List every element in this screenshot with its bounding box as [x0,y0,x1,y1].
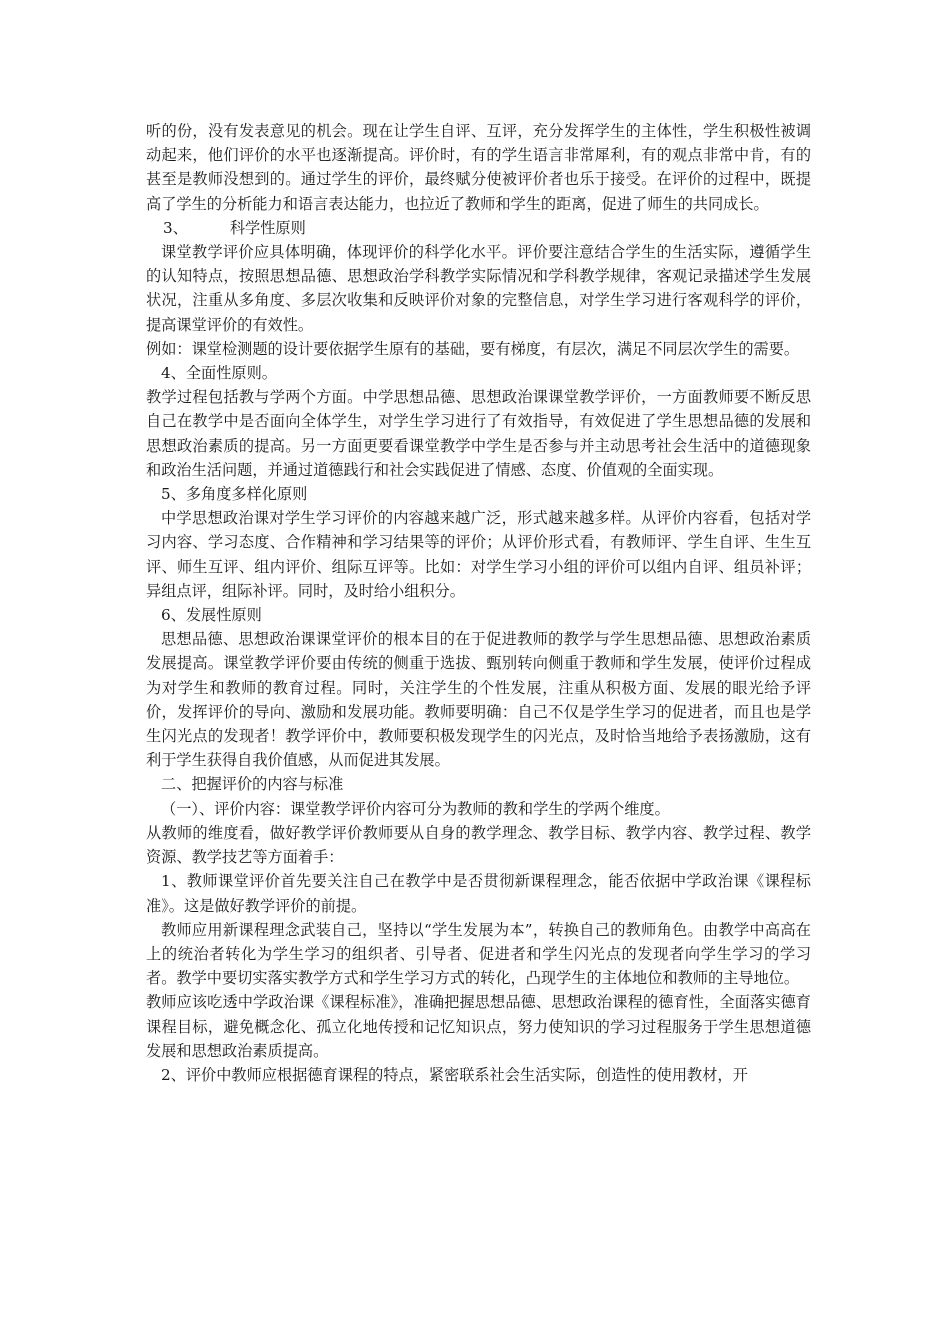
paragraph: 中学思想政治课对学生学习评价的内容越来越广泛，形式越来越多样。从评价内容看，包括对学习内容、学习态度、合作精神和学习结果等的评价；从评价形式看，有教师评、学生自评、生生互评、师生互评、组内评价、组际互评等。比如：对学生学习小组的评价可以组内自评、组员补评；异组点评，组际补评。同时，及时给小组积分。 [146,509,811,600]
paragraph: 教师应用新课程理念武装自己，坚持以“学生发展为本”，转换自己的教师角色。由教学中高高在上的统治者转化为学生学习的组织者、引导者、促进者和学生闪光点的发现者向学生学习的学习者。教学中要切实落实教学方式和学生学习方式的转化，凸现学生的主体地位和教师的主导地位。 [146,920,811,988]
section-number: 3、 [163,218,188,237]
paragraph: 思想品德、思想政治课课堂评价的根本目的在于促进教师的教学与学生思想品德、思想政治素质发展提高。课堂教学评价要由传统的侧重于选拔、甄别转向侧重于教师和学生发展，使评价过程成为对学生和教师的教育过程。同时，关注学生的个性发展，注重从积极方面、发展的眼光给予评价，发挥评价的导向、激励和发展功能。教师要明确：自己不仅是学生学习的促进者，而且也是学生闪光点的发现者！教学评价中，教师要积极发现学生的闪光点，及时恰当地给予表扬激励，这有利于学生获得自我价值感，从而促进其发展。 [146,630,811,770]
paragraph: 从教师的维度看，做好教学评价教师要从自身的教学理念、教学目标、教学内容、教学过程、教学资源、教学技艺等方面着手： [146,823,811,867]
section-heading: 6、发展性原则 [161,606,262,625]
paragraph: 2、评价中教师应根据德育课程的特点，紧密联系社会生活实际，创造性的使用教材，开 [161,1065,748,1084]
section-heading: 二、把握评价的内容与标准 [161,775,344,794]
paragraph: 课堂教学评价应具体明确，体现评价的科学化水平。评价要注意结合学生的生活实际，遵循学生的认知特点，按照思想品德、思想政治学科教学实际情况和学科教学规律，客观记录描述学生发展状况，注重从多角度、多层次收集和反映评价对象的完整信息，对学生学习进行客观科学的评价，提高课堂评价的有效性。 [146,243,811,334]
paragraph: 1、教师课堂评价首先要关注自己在教学中是否贯彻新课程理念，能否依据中学政治课《课程标准》。这是做好教学评价的前提。 [146,872,811,915]
section-heading [146,216,811,240]
paragraph: 听的份，没有发表意见的机会。现在让学生自评、互评，充分发挥学生的主体性，学生积极性被调动起来，他们评价的水平也逐渐提高。评价时，有的学生语言非常犀利，有的观点非常中肯，有的甚至是教师没想到的。通过学生的评价，最终赋分使被评价者也乐于接受。在评价的过程中，既提高了学生的分析能力和语言表达能力，也拉近了教师和学生的距离，促进了师生的共同成长。 [146,122,811,213]
paragraph: （一）、评价内容：课堂教学评价内容可分为教师的教和学生的学两个维度。 [161,799,670,818]
section-heading: 5、多角度多样化原则 [161,485,308,504]
section-title: 科学性原则 [229,218,306,237]
paragraph: 教学过程包括教与学两个方面。中学思想品德、思想政治课课堂教学评价，一方面教师要不断反思自己在教学中是否面向全体学生，对学生学习进行了有效指导，有效促进了学生思想品德的发展和思想政治素质的提高。另一方面更要看课堂教学中学生是否参与并主动思考社会生活中的道德现象和政治生活问题，并通过道德践行和社会实践促进了情感、态度、价值观的全面实现。 [146,388,811,479]
document-page [146,119,811,1087]
paragraph: 教师应该吃透中学政治课《课程标准》，准确把握思想品德、思想政治课程的德育性，全面落实德育课程目标，避免概念化、孤立化地传授和记忆知识点，努力使知识的学习过程服务于学生思想道德发展和思想政治素质提高。 [146,993,811,1060]
section-heading: 4、全面性原则。 [161,364,277,383]
paragraph: 例如：课堂检测题的设计要依据学生原有的基础，要有梯度，有层次，满足不同层次学生的需要。 [146,339,800,358]
